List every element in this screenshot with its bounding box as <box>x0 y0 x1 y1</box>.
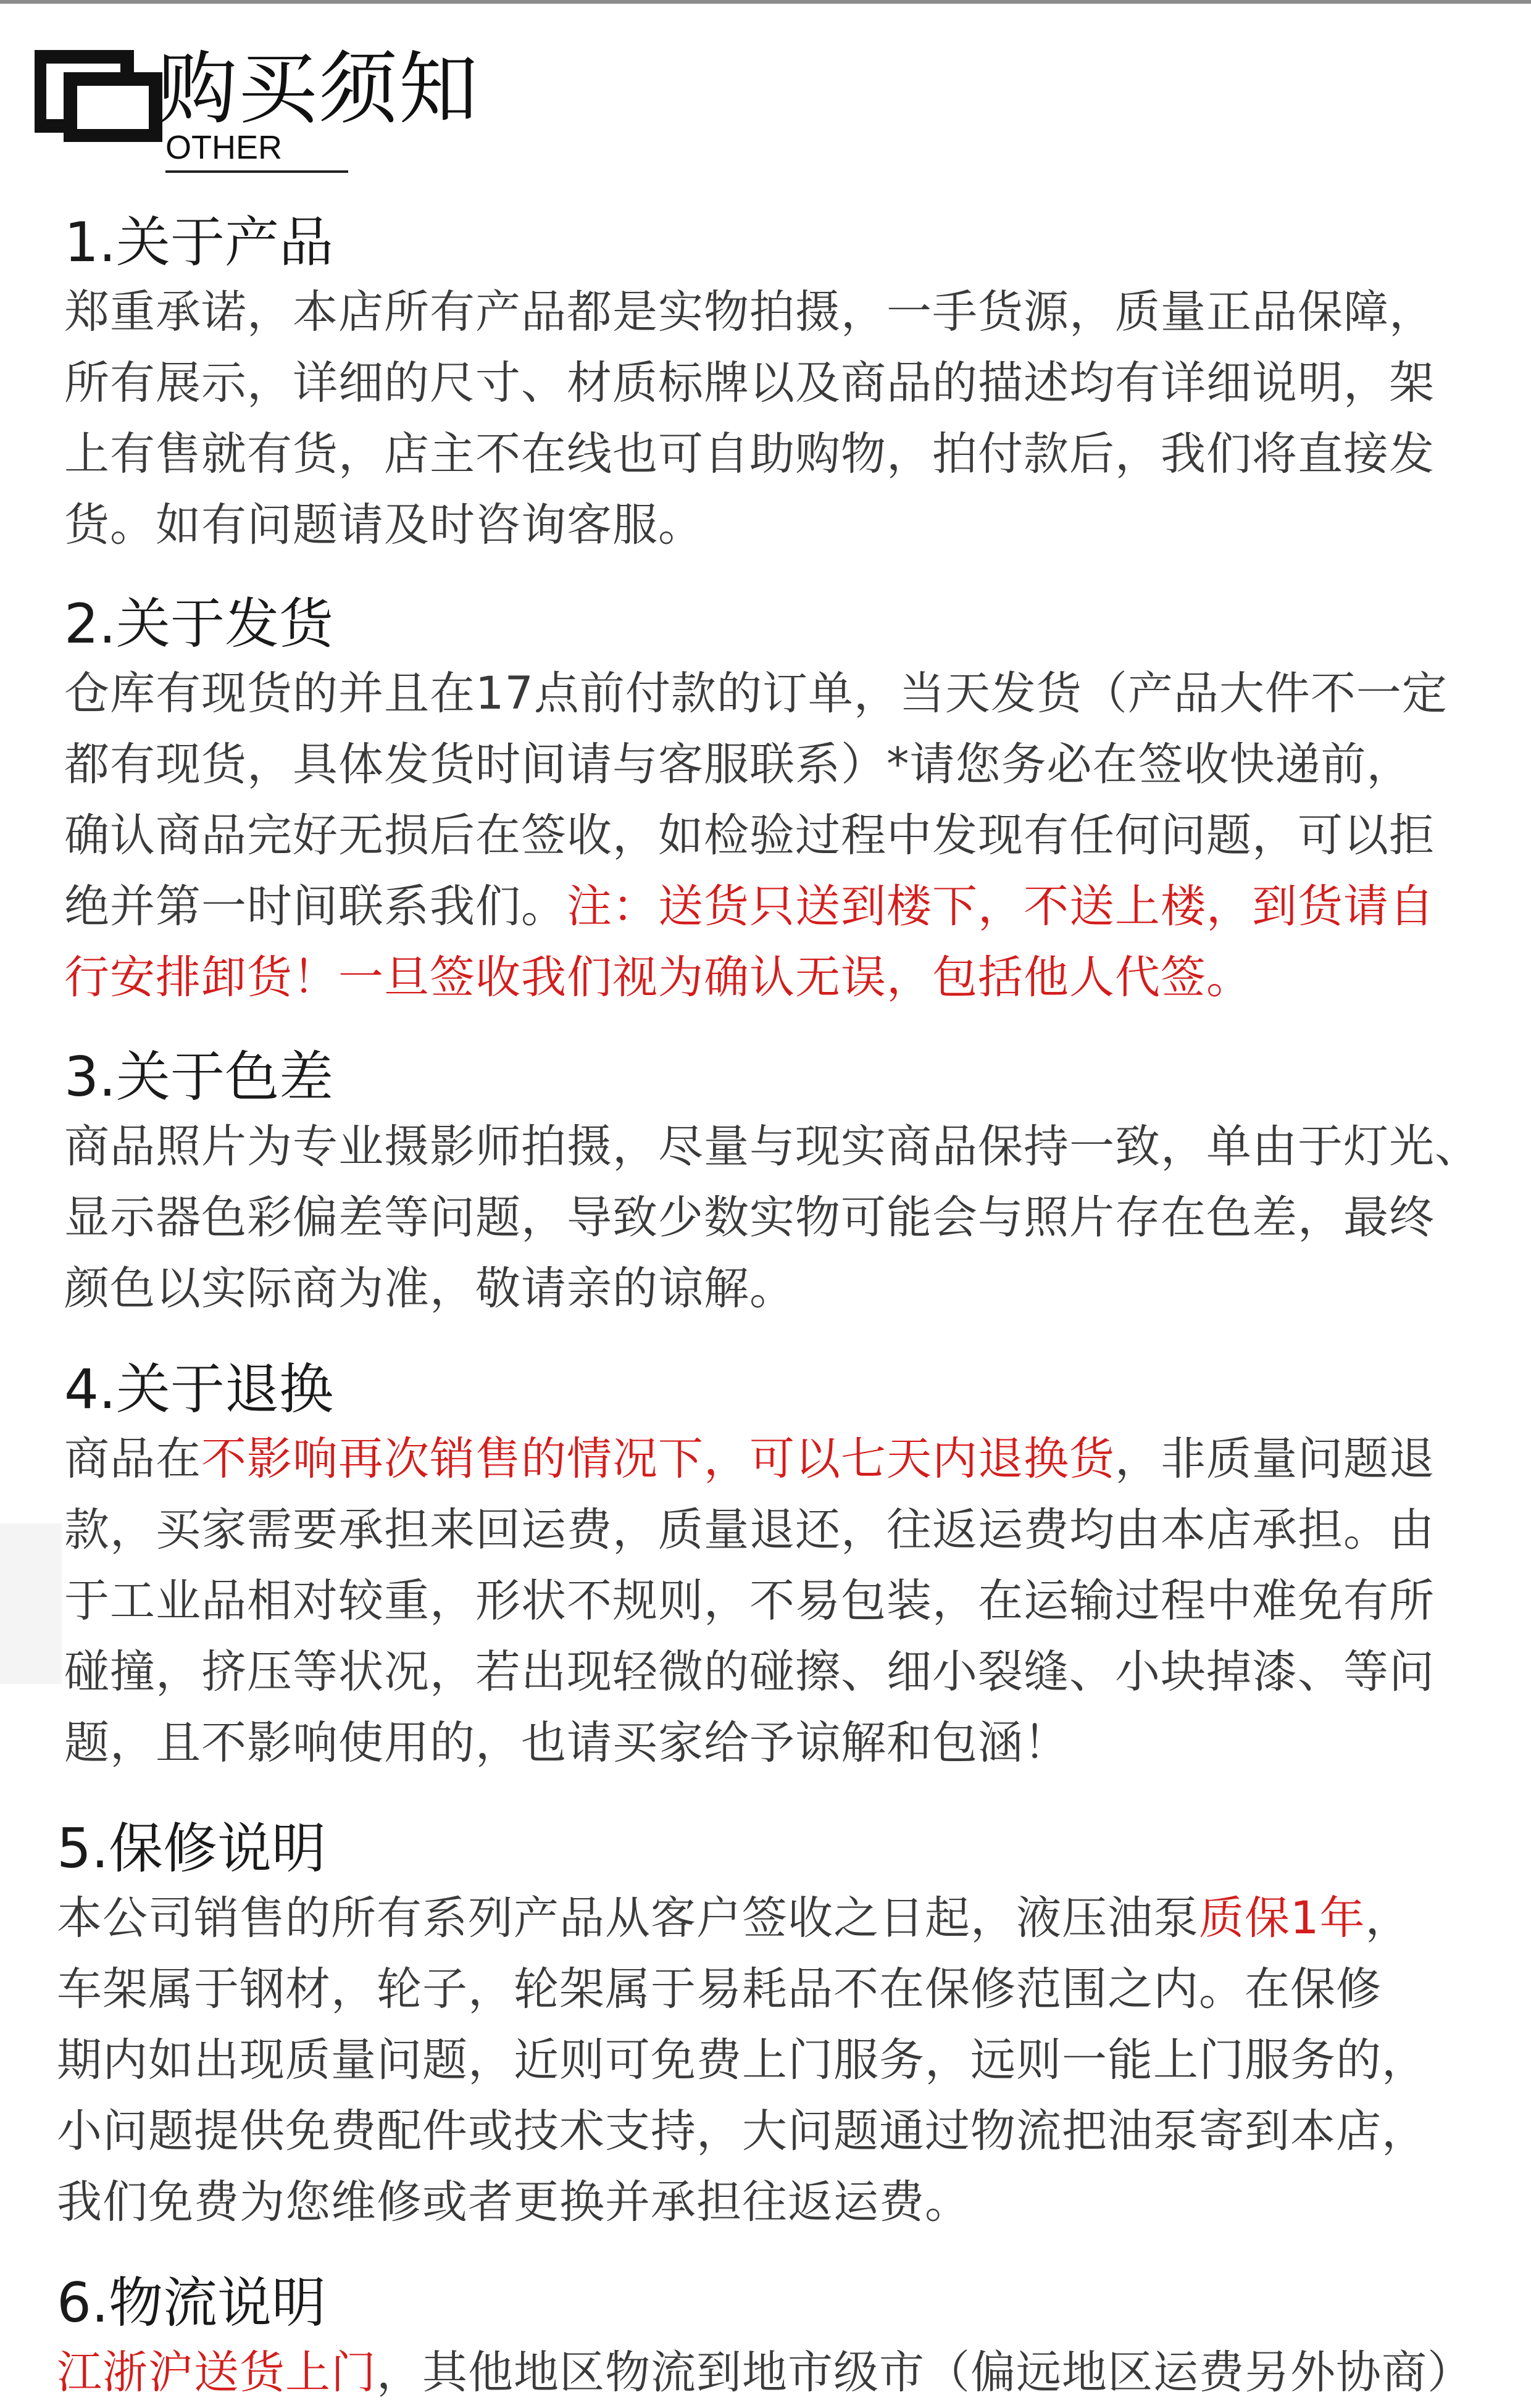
body-text: 碰撞，挤压等状况，若出现轻微的碰擦、细小裂缝、小块掉漆、等问 <box>64 1646 1435 1698</box>
section-title: 1.关于产品 <box>64 210 333 274</box>
body-text: 确认商品完好无损后在签收，如检验过程中发现有任何问题，可以拒 <box>64 809 1435 862</box>
overlapping-squares-icon <box>35 49 164 142</box>
section-title: 3.关于色差 <box>64 1045 333 1109</box>
body-text: 货。如有问题请及时咨询客服。 <box>64 499 704 551</box>
text-line <box>64 277 1503 348</box>
body-text: ，其他地区物流到地市级市（偏远地区运费另外协商） <box>377 2346 1473 2399</box>
body-text: 绝并第一时间联系我们。 <box>64 880 567 933</box>
text-line <box>64 1182 1503 1253</box>
highlighted-text: 不影响再次销售的情况下，可以七天内退换货 <box>201 1433 1115 1485</box>
body-text: 显示器色彩偏差等问题，导致少数实物可能会与照片存在色差，最终 <box>64 1191 1435 1244</box>
body-text: 于工业品相对较重，形状不规则，不易包装，在运输过程中难免有所 <box>64 1575 1435 1627</box>
section-logistics <box>57 2269 1495 2408</box>
text-line <box>57 2167 1495 2238</box>
body-text: ，非质量问题退 <box>1115 1433 1435 1485</box>
body-text: 仓库有现货的并且在17点前付款的订单，当天发货（产品大件不一定 <box>64 667 1448 720</box>
section-warranty <box>57 1815 1495 2238</box>
text-line <box>64 1636 1503 1707</box>
page-subtitle: OTHER <box>165 129 282 166</box>
text-line <box>57 2337 1495 2408</box>
text-line <box>57 2096 1495 2167</box>
text-line <box>64 942 1503 1013</box>
body-text: ， <box>1365 1892 1411 1944</box>
body-text: 小问题提供免费配件或技术支持，大问题通过物流把油泵寄到本店， <box>57 2105 1427 2157</box>
section-body <box>64 1111 1503 1324</box>
section-title: 5.保修说明 <box>57 1817 326 1880</box>
text-line <box>57 1883 1495 1954</box>
page-header <box>35 43 590 179</box>
section-body <box>64 1423 1503 1778</box>
highlighted-text: 注：送货只送到楼下，不送上楼，到货请自 <box>567 880 1435 933</box>
top-divider <box>0 0 1531 4</box>
text-line <box>64 490 1503 560</box>
body-text: 商品在 <box>64 1433 201 1485</box>
text-line <box>64 1494 1503 1565</box>
section-body <box>57 2337 1495 2408</box>
body-text: 颜色以实际商为准，敬请亲的谅解。 <box>64 1262 795 1315</box>
section-about-returns <box>64 1356 1503 1778</box>
section-about-product <box>64 209 1503 560</box>
text-line <box>64 1111 1503 1182</box>
text-line <box>64 729 1503 800</box>
highlighted-text: 行安排卸货！一旦签收我们视为确认无误，包括他人代签。 <box>64 951 1252 1004</box>
text-line <box>64 348 1503 419</box>
body-text: 款，买家需要承担来回运费，质量退还，往返运费均由本店承担。由 <box>64 1504 1435 1556</box>
section-body <box>64 277 1503 560</box>
body-text: 上有售就有货，店主不在线也可自助购物，拍付款后，我们将直接发 <box>64 428 1435 480</box>
body-text: 所有展示，详细的尺寸、材质标牌以及商品的描述均有详细说明，架 <box>64 357 1435 409</box>
text-line <box>64 871 1503 942</box>
text-line <box>64 800 1503 871</box>
body-text: 本公司销售的所有系列产品从客户签收之日起，液压油泵 <box>57 1892 1199 1944</box>
text-line <box>64 1707 1503 1778</box>
body-text: 车架属于钢材，轮子，轮架属于易耗品不在保修范围之内。在保修 <box>57 1963 1382 2015</box>
body-text: 商品照片为专业摄影师拍摄，尽量与现实商品保持一致，单由于灯光、 <box>64 1120 1480 1173</box>
text-line <box>57 1954 1495 2025</box>
body-text: 都有现货，具体发货时间请与客服联系）*请您务必在签收快递前， <box>64 738 1412 791</box>
highlighted-text: 质保1年 <box>1199 1892 1366 1944</box>
section-title: 2.关于发货 <box>64 592 333 656</box>
text-line <box>64 1253 1503 1324</box>
body-text: 题，且不影响使用的，也请买家给予谅解和包涵！ <box>64 1717 1069 1769</box>
text-line <box>64 1565 1503 1636</box>
page-title: 购买须知 <box>158 43 480 135</box>
text-line <box>64 658 1503 729</box>
section-title: 6.物流说明 <box>57 2271 326 2335</box>
section-body <box>64 658 1503 1013</box>
text-line <box>57 2025 1495 2096</box>
body-text: 郑重承诺，本店所有产品都是实物拍摄，一手货源，质量正品保障， <box>64 286 1435 338</box>
section-about-color-difference <box>64 1043 1503 1324</box>
left-edge-shade <box>0 1523 62 1684</box>
section-title: 4.关于退换 <box>64 1357 333 1421</box>
section-body <box>57 1883 1495 2238</box>
subtitle-underline <box>165 170 348 173</box>
body-text: 我们免费为您维修或者更换并承担往返运费。 <box>57 2176 970 2228</box>
text-line <box>64 419 1503 490</box>
highlighted-text: 江浙沪送货上门 <box>57 2346 377 2399</box>
section-about-shipping <box>64 590 1503 1013</box>
body-text: 期内如出现质量问题，近则可免费上门服务，远则一能上门服务的， <box>57 2034 1427 2086</box>
text-line <box>64 1423 1503 1494</box>
